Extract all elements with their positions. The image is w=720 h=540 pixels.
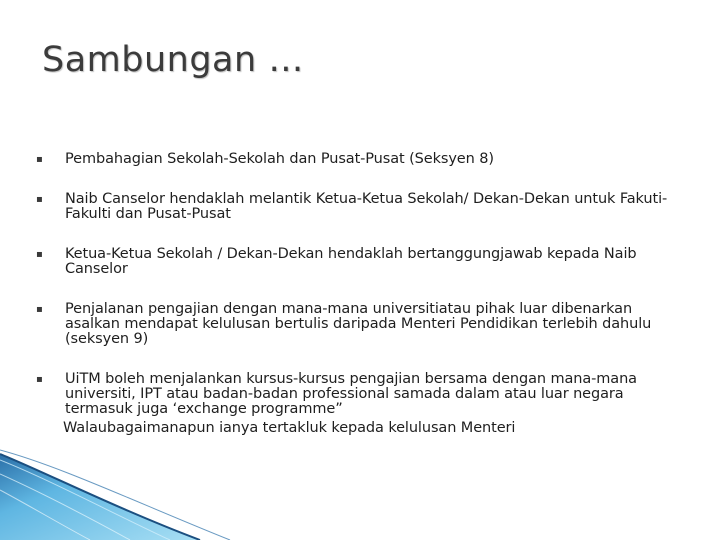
bullet-text: Ketua-Ketua Sekolah / Dekan-Dekan hendaklah bertanggungjawab kepada Naib Canselor	[65, 246, 637, 277]
bullet-text: Pembahagian Sekolah-Sekolah dan Pusat-Pusat (Seksyen 8)	[65, 151, 494, 167]
bullet-item	[36, 247, 686, 277]
bullet-continuation-text: Walaubagaimanapun ianya tertakluk kepada kelulusan Menteri	[63, 420, 516, 436]
bullet-marker-icon: ▪	[36, 194, 43, 205]
bullet-item	[36, 152, 686, 167]
bullet-text: Naib Canselor hendaklah melantik Ketua-Ketua Sekolah/ Dekan-Dekan untuk Fakuti-Fakulti dan Pusat-Pusat	[65, 191, 668, 222]
bullet-text: UiTM boleh menjalankan kursus-kursus pengajian bersama dengan mana-mana universiti, IPT atau badan-badan professional samada dalam atau luar negara termasuk juga ‘exchange programme”	[65, 371, 637, 417]
bullet-marker-icon: ▪	[36, 374, 43, 385]
bullet-item	[36, 302, 686, 347]
bullet-item	[36, 372, 686, 436]
bullet-item	[36, 192, 686, 222]
decorative-corner-swoosh	[0, 430, 720, 540]
bullet-list	[36, 152, 686, 436]
bullet-marker-icon: ▪	[36, 154, 43, 165]
slide-title: Sambungan …	[42, 40, 304, 80]
bullet-marker-icon: ▪	[36, 304, 43, 315]
bullet-marker-icon: ▪	[36, 249, 43, 260]
bullet-text: Penjalanan pengajian dengan mana-mana universitiatau pihak luar dibenarkan asalkan mendapat kelulusan bertulis daripada Menteri Pendidikan terlebih dahulu (seksyen 9)	[65, 301, 652, 347]
